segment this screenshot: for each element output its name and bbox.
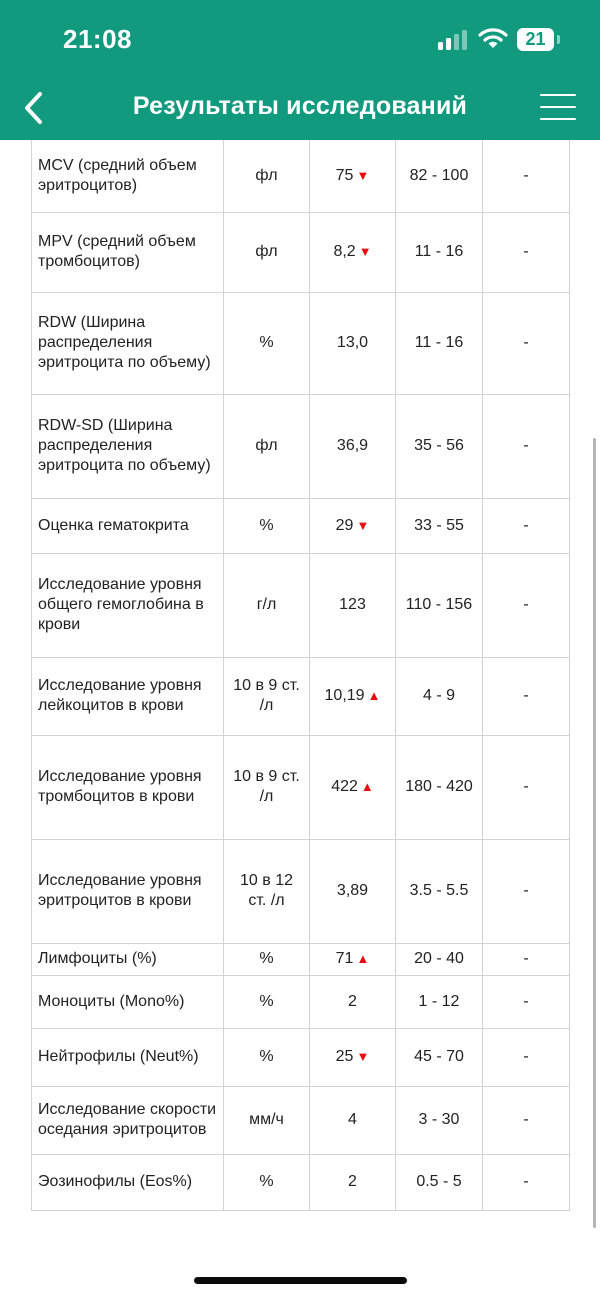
- note-cell: -: [483, 975, 570, 1028]
- home-indicator[interactable]: [194, 1277, 407, 1284]
- test-name-cell: Исследование уровня тромбоцитов в крови: [32, 735, 224, 839]
- arrow-down-icon: ▼: [358, 244, 372, 259]
- result-value: 8,2: [333, 243, 356, 260]
- value-cell: [310, 1028, 396, 1086]
- result-value: 13,0: [336, 334, 369, 351]
- unit-cell: %: [224, 943, 310, 975]
- test-name-cell: Исследование уровня лейкоцитов в крови: [32, 657, 224, 735]
- note-cell: -: [483, 1086, 570, 1154]
- unit-cell: фл: [224, 140, 310, 212]
- unit-cell: %: [224, 1028, 310, 1086]
- reference-range-cell: 180 - 420: [396, 735, 483, 839]
- result-value: 4: [348, 1111, 357, 1128]
- test-name-cell: RDW-SD (Ширина распределения эритроцита по объему): [32, 394, 224, 498]
- status-time: 21:08: [63, 24, 132, 54]
- results-table: [31, 140, 570, 1211]
- table-row[interactable]: [32, 1154, 570, 1210]
- reference-range-cell: 4 - 9: [396, 657, 483, 735]
- note-cell: -: [483, 553, 570, 657]
- reference-range-cell: 0.5 - 5: [396, 1154, 483, 1210]
- table-row[interactable]: [32, 975, 570, 1028]
- value-cell: [310, 553, 396, 657]
- note-cell: -: [483, 140, 570, 212]
- result-value: 25: [335, 1048, 354, 1065]
- result-value: 29: [335, 516, 354, 534]
- reference-range-cell: 20 - 40: [396, 943, 483, 975]
- result-value: 75: [335, 166, 354, 184]
- value-cell: [310, 140, 396, 212]
- test-name-cell: Исследование уровня общего гемоглобина в крови: [32, 553, 224, 657]
- test-name-cell: Нейтрофилы (Neut%): [32, 1028, 224, 1086]
- arrow-up-icon: ▲: [367, 688, 381, 703]
- value-cell: [310, 1154, 396, 1210]
- note-cell: -: [483, 943, 570, 975]
- note-cell: -: [483, 212, 570, 292]
- arrow-down-icon: ▼: [356, 1049, 370, 1064]
- reference-range-cell: 45 - 70: [396, 1028, 483, 1086]
- arrow-down-icon: ▼: [356, 517, 370, 533]
- unit-cell: фл: [224, 212, 310, 292]
- test-name-cell: Исследование уровня эритроцитов в крови: [32, 839, 224, 943]
- value-cell: [310, 657, 396, 735]
- battery-icon: 21: [517, 28, 554, 51]
- result-value: 3,89: [336, 882, 369, 899]
- unit-cell: %: [224, 498, 310, 553]
- table-row[interactable]: [32, 212, 570, 292]
- table-row[interactable]: [32, 1028, 570, 1086]
- note-cell: -: [483, 735, 570, 839]
- unit-cell: 10 в 9 ст. /л: [224, 735, 310, 839]
- reference-range-cell: 33 - 55: [396, 498, 483, 553]
- arrow-up-icon: ▲: [356, 951, 370, 966]
- menu-line-icon: [540, 94, 576, 96]
- note-cell: -: [483, 1154, 570, 1210]
- page-title: Результаты исследований: [132, 92, 468, 120]
- test-name-cell: MPV (средний объем тромбоцитов): [32, 212, 224, 292]
- result-value: 36,9: [336, 437, 369, 454]
- reference-range-cell: 35 - 56: [396, 394, 483, 498]
- reference-range-cell: 11 - 16: [396, 292, 483, 394]
- value-cell: [310, 498, 396, 553]
- unit-cell: 10 в 12 ст. /л: [224, 839, 310, 943]
- cellular-signal-icon: [438, 30, 468, 50]
- unit-cell: %: [224, 1154, 310, 1210]
- unit-cell: %: [224, 292, 310, 394]
- table-row[interactable]: [32, 498, 570, 553]
- value-cell: [310, 292, 396, 394]
- reference-range-cell: 3 - 30: [396, 1086, 483, 1154]
- result-value: 10,19: [324, 687, 365, 704]
- reference-range-cell: 3.5 - 5.5: [396, 839, 483, 943]
- test-name-cell: Лимфоциты (%): [32, 943, 224, 975]
- value-cell: [310, 212, 396, 292]
- status-bar: [0, 0, 600, 80]
- value-cell: [310, 975, 396, 1028]
- note-cell: -: [483, 1028, 570, 1086]
- wifi-icon: [478, 26, 508, 50]
- note-cell: -: [483, 839, 570, 943]
- test-name-cell: Моноциты (Mono%): [32, 975, 224, 1028]
- note-cell: -: [483, 394, 570, 498]
- app-header: [0, 80, 600, 140]
- result-value: 71: [335, 950, 354, 967]
- arrow-down-icon: ▼: [356, 167, 370, 183]
- scrollbar[interactable]: [593, 438, 596, 1228]
- table-row[interactable]: [32, 140, 570, 212]
- table-row[interactable]: [32, 553, 570, 657]
- menu-line-icon: [540, 106, 576, 108]
- note-cell: -: [483, 292, 570, 394]
- value-cell: [310, 394, 396, 498]
- menu-line-icon: [540, 118, 576, 120]
- result-value: 123: [339, 596, 366, 613]
- value-cell: [310, 1086, 396, 1154]
- unit-cell: фл: [224, 394, 310, 498]
- result-value: 2: [348, 1173, 357, 1190]
- arrow-up-icon: ▲: [360, 779, 374, 794]
- table-row[interactable]: [32, 735, 570, 839]
- note-cell: -: [483, 498, 570, 553]
- unit-cell: мм/ч: [224, 1086, 310, 1154]
- value-cell: [310, 943, 396, 975]
- menu-button[interactable]: [540, 94, 576, 120]
- battery-tip: [557, 35, 560, 44]
- reference-range-cell: 110 - 156: [396, 553, 483, 657]
- unit-cell: %: [224, 975, 310, 1028]
- test-name-cell: Эозинофилы (Eos%): [32, 1154, 224, 1210]
- reference-range-cell: 11 - 16: [396, 212, 483, 292]
- result-value: 2: [348, 992, 357, 1010]
- table-row[interactable]: [32, 1086, 570, 1154]
- unit-cell: 10 в 9 ст. /л: [224, 657, 310, 735]
- table-row[interactable]: [32, 394, 570, 498]
- value-cell: [310, 735, 396, 839]
- table-row[interactable]: [32, 657, 570, 735]
- table-row[interactable]: [32, 292, 570, 394]
- test-name-cell: Оценка гематокрита: [32, 498, 224, 553]
- result-value: 422: [331, 778, 358, 795]
- table-row[interactable]: [32, 839, 570, 943]
- reference-range-cell: 1 - 12: [396, 975, 483, 1028]
- results-table-container[interactable]: [0, 140, 600, 1220]
- test-name-cell: RDW (Ширина распределения эритроцита по объему): [32, 292, 224, 394]
- test-name-cell: Исследование скорости оседания эритроцитов: [32, 1086, 224, 1154]
- reference-range-cell: 82 - 100: [396, 140, 483, 212]
- test-name-cell: MCV (средний объем эритроцитов): [32, 140, 224, 212]
- note-cell: -: [483, 657, 570, 735]
- value-cell: [310, 839, 396, 943]
- table-row[interactable]: [32, 943, 570, 975]
- unit-cell: г/л: [224, 553, 310, 657]
